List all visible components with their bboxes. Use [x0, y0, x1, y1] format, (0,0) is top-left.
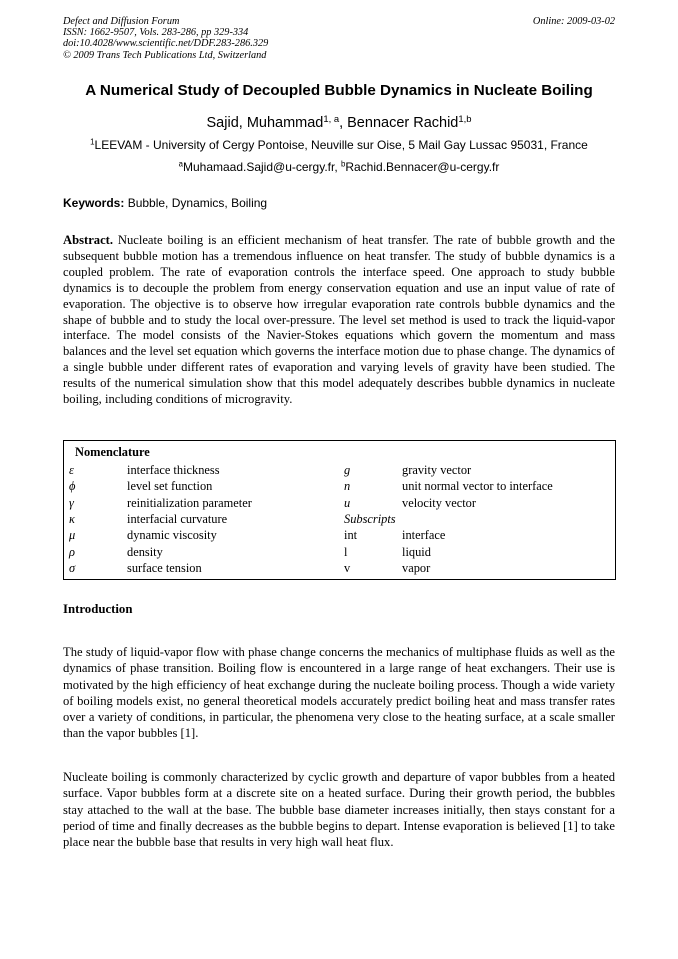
nomenclature-description-2: velocity vector — [402, 495, 476, 510]
nomenclature-row — [64, 561, 615, 577]
nomenclature-description-2: unit normal vector to interface — [402, 479, 553, 494]
nomenclature-symbol: κ — [69, 511, 75, 526]
nomenclature-row — [64, 528, 615, 544]
affiliation-mark: 1 — [90, 137, 95, 147]
abstract-text: Nucleate boiling is an efficient mechanism of heat transfer. The rate of bubble growth and the subsequent bubble motion has a tremendous influence on heat transfer. The study of bubble dynamics is a coupled problem. The rate of evaporation controls the interface speed. One approach to study bubble dynamics is to decouple the problem from energy conservation equation and use an input value of rate of evaporation. The objective is to observe how irregular evaporation rate controls bubble dynamics and the shape of bubble and to study the local over-pressure. The level set method is used to track the liquid-vapor interface. The model consists of the Navier-Stokes equations which govern the momentum and mass balances and the level set equation which governs the interface motion due to phase change. The dynamics of a single bubble under different rates of evaporation and varying levels of gravity have been studied. The results of the numerical simulation show that this model adequately describes bubble dynamics in nucleate boiling, including conditions of microgravity. — [63, 233, 615, 407]
author-separator: , — [339, 115, 348, 131]
nomenclature-description: reinitialization parameter — [127, 495, 252, 510]
author-2-affil: 1,b — [458, 112, 472, 124]
intro-paragraph-2: Nucleate boiling is commonly characterized by cyclic growth and departure of vapor bubbles from a heated surface. Vapor bubbles form at a discrete site on a heated surface. During their growth period, the bubbles stay attached to the wall at the base. The bubble base diameter increases initially, then stays constant for a period of time and finally decreases as the bubble begins to depart. Intense evaporation is believed [1] to take place near the bubble base that results in very high wall heat flux. — [63, 770, 615, 850]
emails — [0, 160, 678, 174]
affiliation — [0, 138, 678, 152]
authors — [0, 112, 678, 131]
email-b[interactable]: Rachid.Bennacer@u-cergy.fr — [345, 160, 500, 174]
nomenclature-row — [64, 479, 615, 495]
section-heading-introduction: Introduction — [63, 602, 133, 616]
keywords-label: Keywords: — [63, 196, 125, 210]
abstract-label: Abstract. — [63, 233, 114, 247]
nomenclature-symbol: ε — [69, 463, 74, 477]
nomenclature-row — [64, 463, 615, 479]
author-1-affil: 1, a — [323, 112, 340, 124]
online-date: Online: 2009-03-02 — [532, 16, 615, 27]
nomenclature-symbol-2: u⃗ — [344, 495, 360, 510]
nomenclature-description: interfacial curvature — [127, 511, 228, 526]
nomenclature-symbol: μ — [69, 528, 76, 543]
email-mark-b: b — [341, 159, 346, 169]
nomenclature-description: level set function — [127, 479, 213, 494]
keywords-text: Bubble, Dynamics, Boiling — [124, 196, 268, 210]
email-a[interactable]: Muhamaad.Sajid@u-cergy.fr, — [182, 160, 341, 174]
nomenclature-row — [64, 496, 615, 512]
intro-paragraph-1: The study of liquid-vapor flow with phase change concerns the mechanics of multiphase fluids as well as the dynamics of phase transition. Boiling flow is encountered in a large range of heat exchangers. Their use is motivated by the high efficiency of heat exchange during the nucleate boiling process. Though a wide variety of boiling models exist, no general theoretical models accurately predict boiling heat and mass transfer rates over a variety of conditions, in particular, the phenomena very close to the heating surface, at a scale smaller than the vapor bubbles [1]. — [63, 645, 615, 741]
email-mark-a: a — [178, 159, 183, 169]
nomenclature-description-2: liquid — [402, 544, 431, 559]
nomenclature-description: density — [127, 544, 163, 559]
affiliation-text: LEEVAM - University of Cergy Pontoise, Neuville sur Oise, 5 Mail Gay Lussac 95031, France — [94, 138, 588, 152]
nomenclature-table — [63, 440, 616, 580]
nomenclature-description-2: vapor — [402, 560, 431, 575]
nomenclature-symbol-2: l — [344, 544, 348, 559]
doi: doi:10.4028/www.scientific.net/DDF.283-286.329 — [63, 38, 269, 50]
nomenclature-symbol-2: Subscripts — [344, 511, 396, 526]
nomenclature-symbol-2: n⃗ — [344, 479, 360, 494]
nomenclature-row — [64, 512, 615, 528]
author-2: Bennacer Rachid — [347, 115, 459, 131]
copyright: © 2009 Trans Tech Publications Ltd, Switzerland — [63, 49, 267, 61]
keywords — [63, 196, 267, 210]
abstract — [63, 233, 615, 408]
nomenclature-title: Nomenclature — [75, 445, 150, 459]
nomenclature-symbol-2: g⃗ — [344, 463, 360, 477]
nomenclature-symbol-2: int — [344, 528, 358, 543]
nomenclature-description-2: gravity vector — [402, 463, 472, 477]
nomenclature-description-2: interface — [402, 528, 446, 543]
author-1: Sajid, Muhammad — [206, 115, 324, 131]
journal-name: Defect and Diffusion Forum — [63, 16, 180, 27]
nomenclature-symbol: ρ — [69, 544, 75, 559]
paper-title: A Numerical Study of Decoupled Bubble Dynamics in Nucleate Boiling — [85, 82, 593, 99]
nomenclature-description: dynamic viscosity — [127, 528, 217, 543]
nomenclature-description: interface thickness — [127, 463, 220, 477]
nomenclature-description: surface tension — [127, 560, 202, 575]
nomenclature-symbol-2: v — [344, 560, 351, 575]
journal-header — [63, 16, 268, 61]
issn: ISSN: 1662-9507, Vols. 283-286, pp 329-334 — [63, 27, 249, 39]
nomenclature-symbol: ϕ — [69, 479, 76, 494]
nomenclature-symbol: σ — [69, 560, 76, 575]
nomenclature-row — [64, 545, 615, 561]
nomenclature-symbol: γ — [69, 495, 74, 510]
